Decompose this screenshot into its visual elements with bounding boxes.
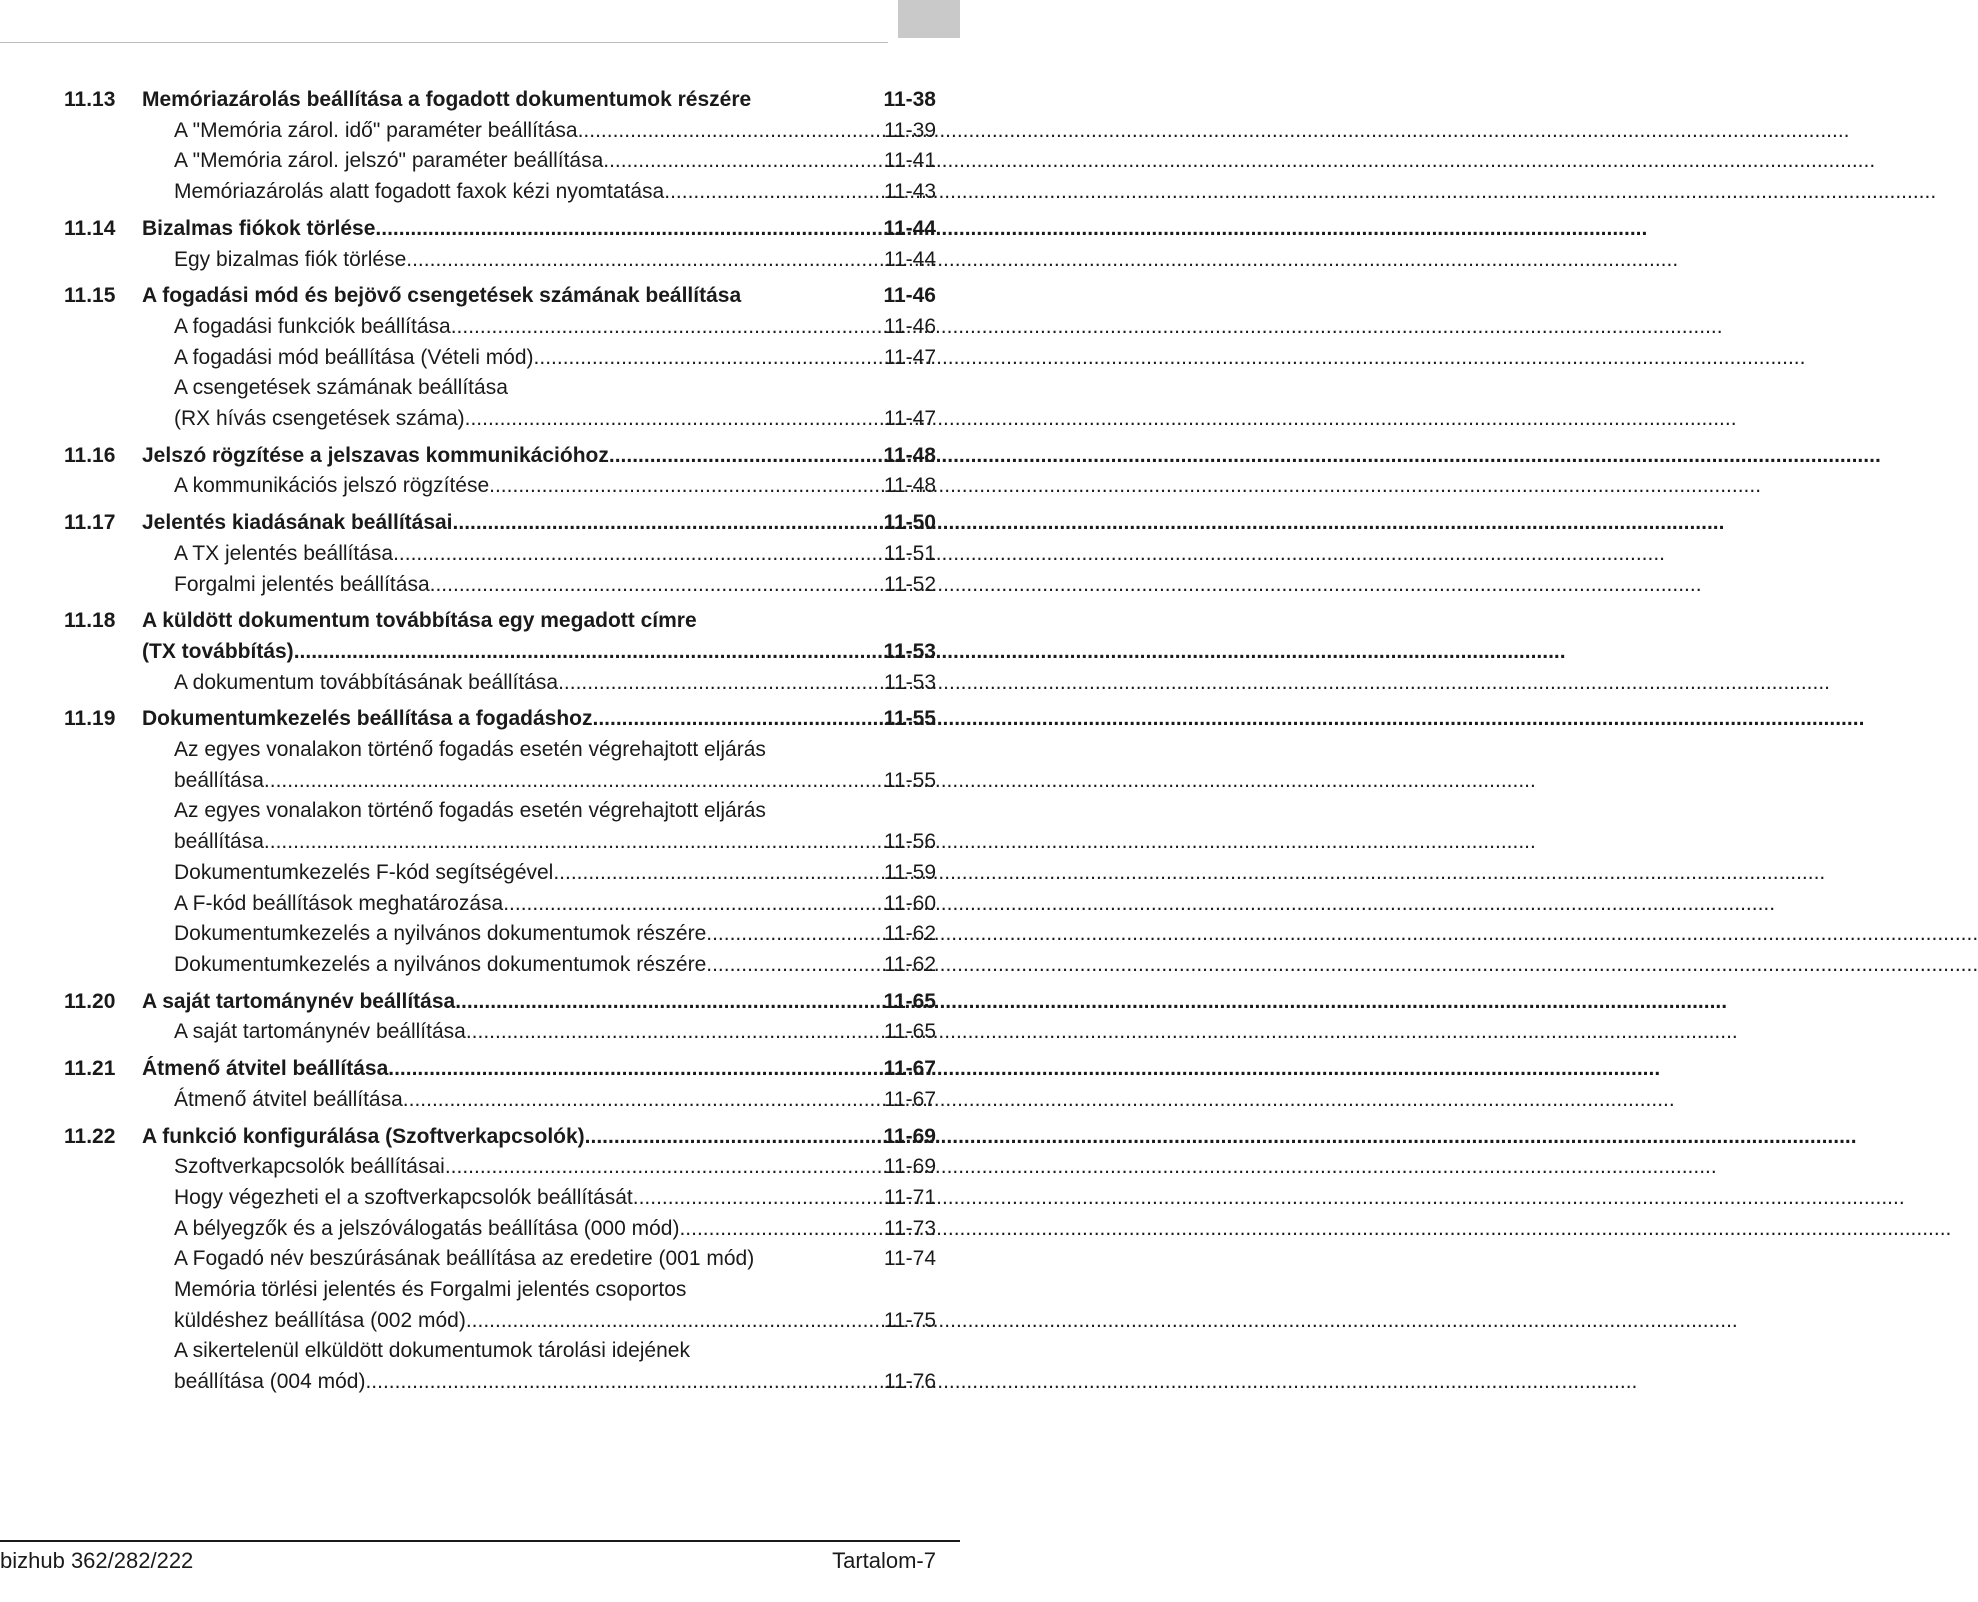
leader-dots (466, 1306, 862, 1337)
entry-title: (RX hívás csengetések száma) (174, 407, 465, 431)
entry-title: A kommunikációs jelszó rögzítése (174, 474, 490, 498)
page-number: 11-62 (883, 922, 936, 946)
leader-dots (365, 1367, 862, 1398)
leader-dots (592, 704, 862, 735)
section-title: Memóriazárolás beállítása a fogadott dokumentumok részére (142, 88, 752, 111)
section-title: A fogadási mód és bejövő csengetések számának beállítása (142, 284, 742, 308)
section-title: Dokumentumkezelés beállítása a fogadáshoz (142, 707, 593, 731)
toc-entry-line[interactable] (64, 1336, 936, 1367)
entry-title: A fogadási funkciók beállítása (174, 314, 451, 338)
toc-heading[interactable] (64, 1122, 936, 1153)
page-footer (0, 1540, 960, 1602)
toc-entry[interactable] (64, 404, 936, 435)
toc-entry[interactable] (64, 827, 936, 858)
page-number: 11-48 (883, 474, 936, 498)
leader-dots (451, 312, 862, 343)
section-title: Jelentés kiadásának beállításai (142, 511, 453, 535)
page-number: 11-73 (883, 1216, 936, 1240)
section-number: 11.20 (64, 989, 116, 1013)
toc-heading[interactable] (64, 637, 936, 668)
entry-title: Dokumentumkezelés F-kód segítségével (174, 860, 554, 884)
entry-title: Átmenő átvitel beállítása (174, 1087, 403, 1111)
entry-title: Dokumentumkezelés a nyilvános dokumentumok részére (174, 922, 707, 946)
toc-heading[interactable] (64, 85, 936, 116)
toc-entry[interactable] (64, 1152, 936, 1183)
section-title-line: A küldött dokumentum továbbítása egy megadott címre (142, 609, 697, 633)
entry-title: Forgalmi jelentés beállítása (174, 572, 430, 596)
entry-title-line: A sikertelenül elküldött dokumentumok tárolási idejének (174, 1339, 690, 1363)
leader-dots (393, 539, 862, 570)
toc-heading[interactable] (64, 441, 936, 472)
leader-dots (706, 950, 862, 981)
section-number: 11.17 (64, 511, 116, 535)
leader-dots (406, 245, 862, 276)
toc-section-11-19 (64, 704, 936, 980)
toc-entry[interactable] (64, 471, 936, 502)
toc-entry[interactable] (64, 1214, 936, 1245)
toc-section-11-13 (64, 85, 936, 208)
page-number: 11-53 (883, 639, 936, 663)
leader-dots (609, 441, 862, 472)
toc-entry[interactable] (64, 858, 936, 889)
page-number: 11-41 (883, 149, 936, 173)
page-number: 11-39 (883, 118, 936, 142)
entry-title: A F-kód beállítások meghatározása (174, 891, 504, 915)
toc-heading[interactable] (64, 508, 936, 539)
entry-title: Memóriazárolás alatt fogadott faxok kézi nyomtatása (174, 180, 665, 204)
toc-entry[interactable] (64, 950, 936, 981)
toc-entry[interactable] (64, 889, 936, 920)
toc-heading[interactable] (64, 1054, 936, 1085)
toc-section-11-17 (64, 508, 936, 600)
entry-title: Dokumentumkezelés a nyilvános dokumentumok részére (174, 952, 707, 976)
section-title: Bizalmas fiókok törlése (142, 216, 376, 240)
page-number: 11-74 (883, 1247, 936, 1271)
leader-dots (679, 1214, 862, 1245)
footer-product: bizhub 362/282/222 (0, 1548, 194, 1573)
page-number: 11-60 (883, 891, 936, 915)
leader-dots (603, 146, 862, 177)
leader-dots (294, 637, 862, 668)
section-title: A saját tartománynév beállítása (142, 989, 456, 1013)
toc-heading-line[interactable] (64, 606, 936, 637)
toc-entry[interactable] (64, 766, 936, 797)
entry-title: A dokumentum továbbításának beállítása (174, 670, 559, 694)
section-number: 11.14 (64, 216, 116, 240)
toc-entry[interactable] (64, 177, 936, 208)
entry-title: Hogy végezheti el a szoftverkapcsolók beállítását (174, 1185, 633, 1209)
leader-dots (430, 570, 862, 601)
toc-heading[interactable] (64, 214, 936, 245)
entry-title-line: A csengetések számának beállítása (174, 376, 508, 400)
entry-title: A "Memória zárol. idő" paraméter beállítása (174, 118, 578, 142)
leader-dots (465, 404, 862, 435)
leader-dots (585, 1122, 862, 1153)
entry-title: A "Memória zárol. jelszó" paraméter beállítása (174, 149, 604, 173)
leader-dots (445, 1152, 862, 1183)
leader-dots (375, 214, 862, 245)
toc-section-11-16 (64, 441, 936, 502)
toc-heading[interactable] (64, 987, 936, 1018)
section-number: 11.16 (64, 443, 116, 467)
toc-entry[interactable] (64, 146, 936, 177)
page-number: 11-71 (883, 1185, 936, 1209)
page-number: 11-69 (883, 1124, 936, 1148)
toc-section-11-15 (64, 281, 936, 435)
page-number: 11-48 (883, 443, 936, 467)
page-number: 11-59 (883, 860, 936, 884)
toc-entry[interactable] (64, 1306, 936, 1337)
footer-rule (0, 1540, 960, 1542)
toc-heading[interactable] (64, 704, 936, 735)
page-number: 11-46 (883, 314, 936, 338)
section-title: A funkció konfigurálása (Szoftverkapcsolók) (142, 1124, 585, 1148)
page-number: 11-76 (883, 1370, 936, 1394)
toc-entry[interactable] (64, 116, 936, 147)
section-number: 11.13 (64, 88, 116, 111)
section-number: 11.21 (64, 1057, 116, 1081)
toc-section-11-21 (64, 1054, 936, 1115)
footer-page-label: Tartalom-7 (832, 1548, 936, 1573)
page-number: 11-38 (883, 88, 936, 111)
toc-section-11-18 (64, 606, 936, 698)
toc-section-11-20 (64, 987, 936, 1048)
toc-entry[interactable] (64, 343, 936, 374)
page-number: 11-62 (883, 952, 936, 976)
page-number: 11-44 (883, 216, 936, 240)
page-number: 11-52 (883, 572, 936, 596)
entry-title: Egy bizalmas fiók törlése (174, 247, 407, 271)
leader-dots (503, 889, 862, 920)
page-number: 11-47 (883, 345, 936, 369)
page-number: 11-53 (883, 670, 936, 694)
page-number: 11-67 (883, 1057, 936, 1081)
entry-title: A bélyegzők és a jelszóválogatás beállítása (000 mód) (174, 1216, 680, 1240)
section-title: Jelszó rögzítése a jelszavas kommunikációhoz (142, 443, 609, 467)
page-number: 11-65 (883, 1020, 936, 1044)
leader-dots (706, 919, 862, 950)
section-title: (TX továbbítás) (142, 639, 294, 663)
page-number: 11-51 (883, 541, 936, 565)
leader-dots (558, 668, 862, 699)
page-number: 11-55 (883, 707, 936, 731)
entry-title: beállítása (174, 768, 264, 792)
toc-entry[interactable] (64, 1085, 936, 1116)
section-number: 11.18 (64, 609, 116, 633)
leader-dots (455, 987, 862, 1018)
page-number: 11-67 (883, 1087, 936, 1111)
section-number: 11.19 (64, 707, 116, 731)
page-number: 11-75 (883, 1308, 936, 1332)
toc-heading[interactable] (64, 281, 936, 312)
toc-entry[interactable] (64, 1244, 936, 1275)
toc-entry[interactable] (64, 312, 936, 343)
page-number: 11-56 (883, 830, 936, 854)
leader-dots (578, 116, 862, 147)
section-number: 11.15 (64, 284, 116, 308)
entry-title: A fogadási mód beállítása (Vételi mód) (174, 345, 534, 369)
toc-entry-line[interactable] (64, 796, 936, 827)
toc-entry[interactable] (64, 1017, 936, 1048)
leader-dots (633, 1183, 862, 1214)
toc-entry[interactable] (64, 1183, 936, 1214)
toc-entry[interactable] (64, 668, 936, 699)
leader-dots (388, 1054, 862, 1085)
table-of-contents (64, 85, 936, 1404)
entry-title: A TX jelentés beállítása (174, 541, 394, 565)
entry-title: beállítása (004 mód) (174, 1370, 366, 1394)
entry-title: A Fogadó név beszúrásának beállítása az eredetire (001 mód) (174, 1247, 755, 1271)
leader-dots (264, 766, 862, 797)
toc-entry[interactable] (64, 539, 936, 570)
top-rule (0, 42, 888, 43)
corner-tab (898, 0, 960, 38)
toc-entry[interactable] (64, 919, 936, 950)
page-number: 11-69 (883, 1155, 936, 1179)
toc-section-11-22 (64, 1122, 936, 1398)
leader-dots (489, 471, 862, 502)
leader-dots (664, 177, 862, 208)
entry-title: A saját tartománynév beállítása (174, 1020, 466, 1044)
leader-dots (553, 858, 862, 889)
page-number: 11-50 (883, 511, 936, 535)
page-number: 11-44 (883, 247, 936, 271)
leader-dots (403, 1085, 862, 1116)
page-number: 11-55 (883, 768, 936, 792)
page-number: 11-65 (883, 989, 936, 1013)
entry-title: beállítása (174, 830, 264, 854)
toc-entry-line[interactable] (64, 1275, 936, 1306)
page-number: 11-43 (883, 180, 936, 204)
leader-dots (453, 508, 862, 539)
toc-entry[interactable] (64, 1367, 936, 1398)
toc-entry-line[interactable] (64, 373, 936, 404)
leader-dots (466, 1017, 862, 1048)
section-number: 11.22 (64, 1124, 116, 1148)
toc-entry[interactable] (64, 245, 936, 276)
section-title: Átmenő átvitel beállítása (142, 1057, 389, 1081)
page-number: 11-47 (883, 407, 936, 431)
leader-dots (534, 343, 862, 374)
toc-entry[interactable] (64, 570, 936, 601)
entry-title: Szoftverkapcsolók beállításai (174, 1155, 445, 1179)
page-number: 11-46 (883, 284, 936, 308)
toc-section-11-14 (64, 214, 936, 275)
toc-entry-line[interactable] (64, 735, 936, 766)
entry-title-line: Az egyes vonalakon történő fogadás esetén végrehajtott eljárás (174, 738, 766, 762)
entry-title-line: Az egyes vonalakon történő fogadás esetén végrehajtott eljárás (174, 799, 766, 823)
leader-dots (264, 827, 862, 858)
entry-title: küldéshez beállítása (002 mód) (174, 1308, 466, 1332)
entry-title-line: Memória törlési jelentés és Forgalmi jelentés csoportos (174, 1278, 687, 1302)
